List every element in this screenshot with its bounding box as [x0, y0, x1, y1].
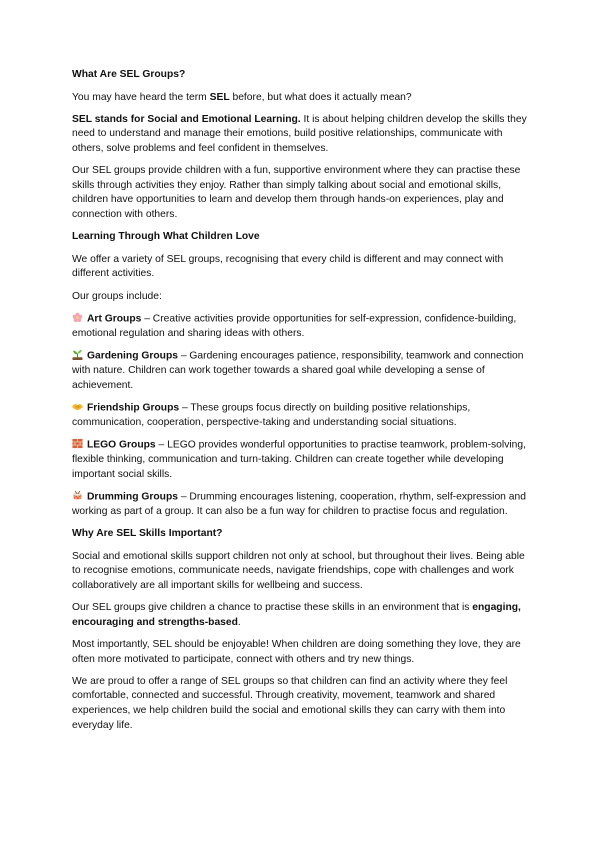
- chance-text-bold: engaging, encouraging and strengths-based: [72, 602, 521, 628]
- heading-learning-through: Learning Through What Children Love: [72, 231, 260, 243]
- group-text-art: – Creative activities provide opportunities for self-expression, confidence-building, emotional regulation and sharing ideas with others.: [72, 313, 517, 339]
- heading-what-are-sel-groups: What Are SEL Groups?: [72, 69, 186, 80]
- chance-text-before: Our SEL groups give children a chance to practise these skills in an environment that is: [72, 602, 473, 614]
- chance-paragraph: [72, 601, 535, 630]
- group-title-gardening: Gardening Groups: [87, 350, 178, 362]
- group-item-lego: [72, 438, 535, 482]
- intro-term-sel: SEL: [209, 91, 230, 103]
- groups-intro: Our groups include:: [72, 290, 162, 302]
- heading-why-important: Why Are SEL Skills Important?: [72, 528, 223, 540]
- seedling-icon: [72, 349, 83, 360]
- group-item-friendship: [72, 401, 535, 431]
- group-title-friendship: Friendship Groups: [87, 402, 180, 414]
- definition-paragraph: [72, 113, 535, 157]
- group-title-lego: LEGO Groups: [87, 439, 156, 451]
- group-title-art: Art Groups: [87, 313, 142, 325]
- group-item-art: [72, 312, 535, 342]
- group-text-friendship: – These groups focus directly on building positive relationships, communication, cooperation, perspective-taking and understanding social situations.: [72, 402, 471, 428]
- why-paragraph: Social and emotional skills support children not only at school, but throughout their lives. Being able to recognise emotions, communicate needs, navigate friendships, cope with challenges and work collaboratively are all important skills for wellbeing and success.: [72, 550, 525, 592]
- drum-icon: [72, 490, 83, 501]
- group-text-gardening: – Gardening encourages patience, responsibility, teamwork and connection with nature. Children can work together towards a shared goal while developing a sense of achievement.: [72, 350, 524, 391]
- intro-text-after: before, but what does it actually mean?: [229, 91, 412, 103]
- definition-rest: It is about helping children develop the skills they need to understand and manage their emotions, build positive relationships, communicate with others, solve problems and feel confident in themselves.: [72, 113, 527, 154]
- group-text-lego: – LEGO provides wonderful opportunities to practise teamwork, problem-solving, flexible thinking, communication and turn-taking. Children can create together while developing important social skills.: [72, 439, 526, 480]
- handshake-icon: [72, 401, 83, 412]
- environment-paragraph: Our SEL groups provide children with a fun, supportive environment where they can practise these skills through activities they enjoy. Rather than simply talking about social and emotional skills, children have opportunities to learn and develop them through hands-on experiences, play and connection with others.: [72, 165, 521, 220]
- flower-icon: [72, 312, 83, 323]
- definition-bold: SEL stands for Social and Emotional Learning.: [72, 113, 301, 125]
- brick-icon: [72, 438, 83, 449]
- intro-text-before: You may have heard the term: [72, 91, 210, 103]
- group-text-drumming: – Drumming encourages listening, cooperation, rhythm, self-expression and working as part of a group. It can also be a fun way for children to practise focus and regulation.: [72, 491, 526, 518]
- group-item-gardening: [72, 349, 535, 393]
- intro-paragraph: [72, 91, 535, 106]
- proud-paragraph: We are proud to offer a range of SEL groups so that children can find an activity where they feel comfortable, connected and successful. Through creativity, movement, teamwork and shared experiences, we help children build the social and emotional skills they can carry with them into everyday life.: [72, 675, 508, 731]
- group-title-drumming: Drumming Groups: [87, 491, 178, 503]
- variety-paragraph: We offer a variety of SEL groups, recognising that every child is different and may connect with different activities.: [72, 253, 504, 280]
- enjoyable-paragraph: Most importantly, SEL should be enjoyable! When children are doing something they love, they are often more motivated to participate, connect with others and try new things.: [72, 639, 521, 665]
- group-item-drumming: [72, 490, 535, 520]
- chance-text-after: .: [237, 616, 241, 628]
